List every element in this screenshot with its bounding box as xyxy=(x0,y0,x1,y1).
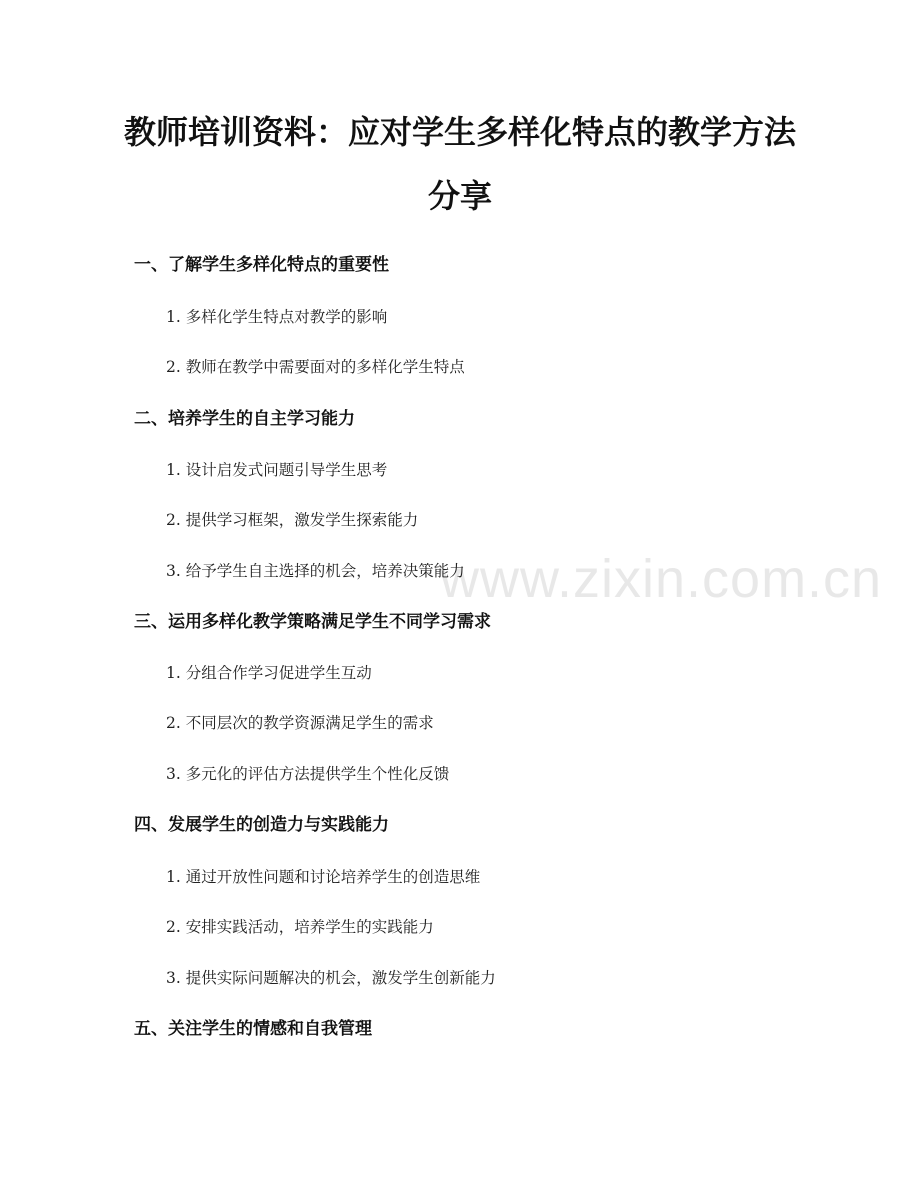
page-title: 教师培训资料：应对学生多样化特点的教学方法分享 xyxy=(123,113,796,215)
section-2-item-3: 3. 给予学生自主选择的机会，培养决策能力 xyxy=(166,562,465,580)
section-2-item-1: 1. 设计启发式问题引导学生思考 xyxy=(166,461,388,479)
section-heading-4: 四、发展学生的创造力与实践能力 xyxy=(134,815,389,835)
section-1-item-1: 1. 多样化学生特点对教学的影响 xyxy=(166,308,388,326)
section-4-item-3: 3. 提供实际问题解决的机会，激发学生创新能力 xyxy=(166,969,496,987)
section-3-item-1: 1. 分组合作学习促进学生互动 xyxy=(166,664,372,682)
section-heading-2: 二、培养学生的自主学习能力 xyxy=(134,409,355,429)
section-2-item-2: 2. 提供学习框架，激发学生探索能力 xyxy=(166,511,419,529)
section-3-item-2: 2. 不同层次的教学资源满足学生的需求 xyxy=(166,714,434,732)
section-heading-5: 五、关注学生的情感和自我管理 xyxy=(134,1019,372,1039)
section-4-item-1: 1. 通过开放性问题和讨论培养学生的创造思维 xyxy=(166,868,481,886)
section-3-item-3: 3. 多元化的评估方法提供学生个性化反馈 xyxy=(166,765,450,783)
watermark: www.zixin.com.cn xyxy=(440,549,883,609)
section-4-item-2: 2. 安排实践活动，培养学生的实践能力 xyxy=(166,918,434,936)
section-heading-1: 一、了解学生多样化特点的重要性 xyxy=(134,255,389,275)
section-heading-3: 三、运用多样化教学策略满足学生不同学习需求 xyxy=(134,612,491,632)
section-1-item-2: 2. 教师在教学中需要面对的多样化学生特点 xyxy=(166,358,465,376)
